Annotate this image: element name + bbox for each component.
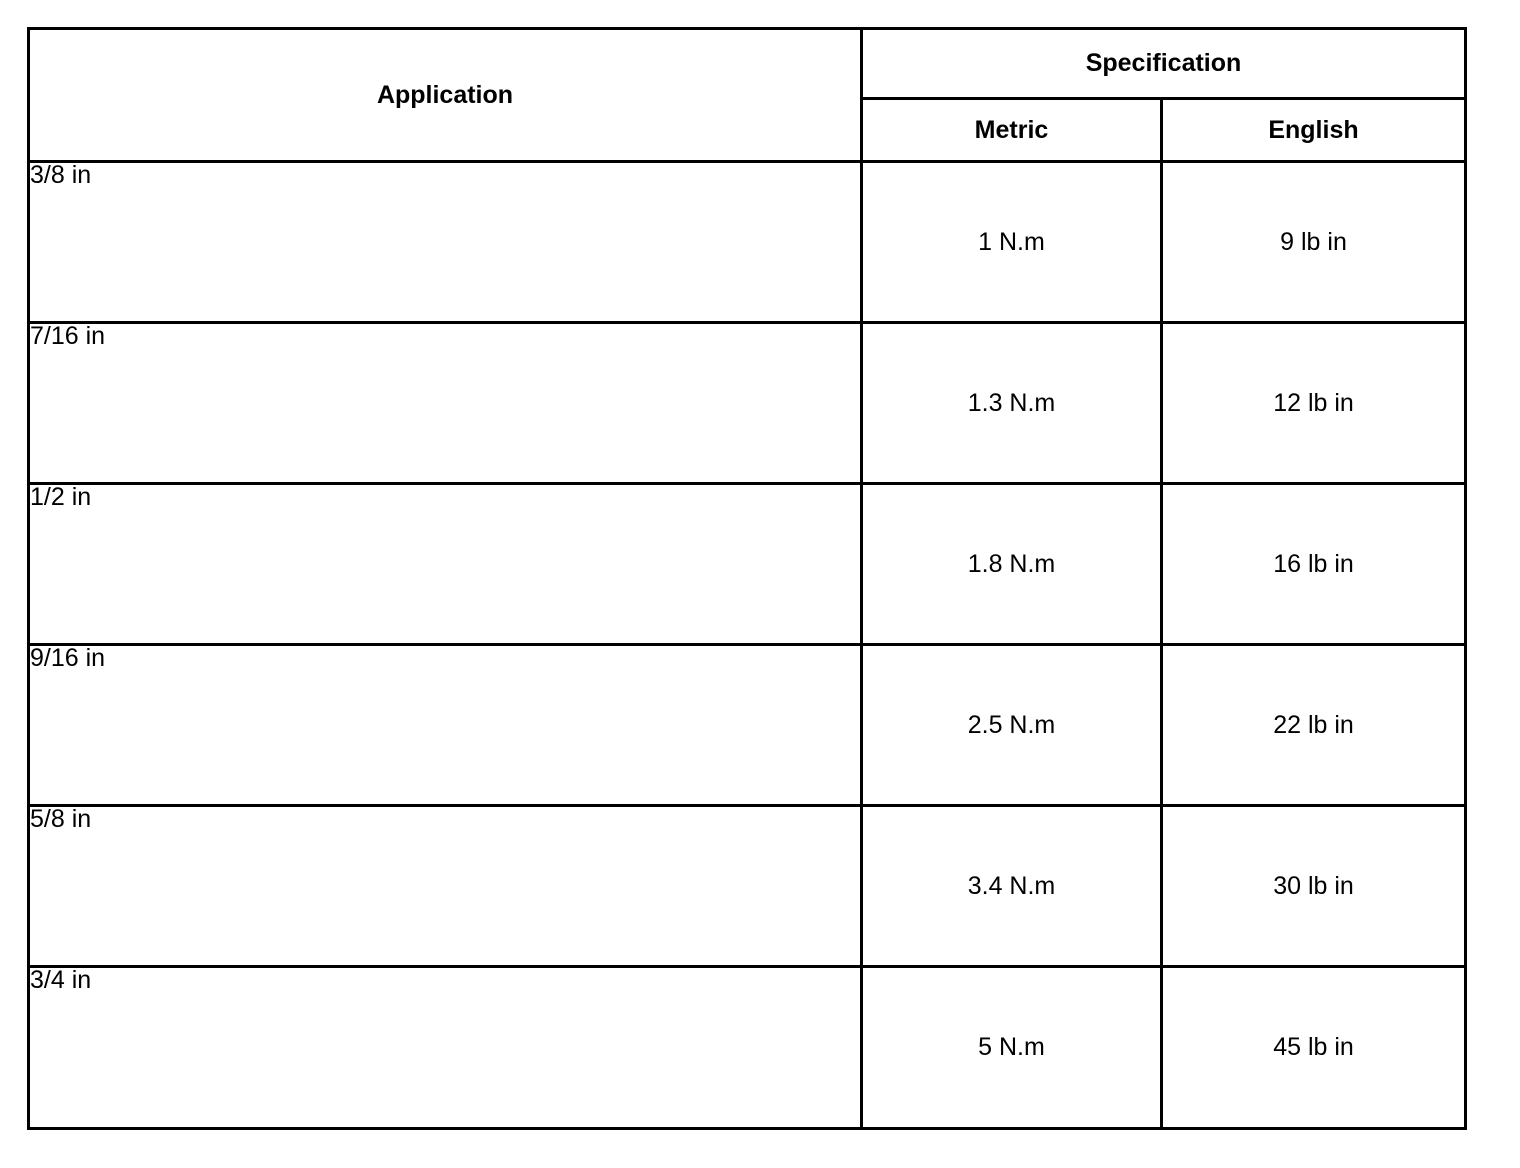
application-cell: 9/16 in xyxy=(29,645,862,806)
table-row xyxy=(29,484,1466,645)
table-row xyxy=(29,806,1466,967)
application-cell: 7/16 in xyxy=(29,323,862,484)
english-cell: 16 lb in xyxy=(1162,484,1466,645)
english-cell: 12 lb in xyxy=(1162,323,1466,484)
metric-cell: 5 N.m xyxy=(862,967,1162,1129)
table-row xyxy=(29,162,1466,323)
application-cell: 3/8 in xyxy=(29,162,862,323)
metric-cell: 2.5 N.m xyxy=(862,645,1162,806)
english-header: English xyxy=(1162,99,1466,162)
metric-cell: 1 N.m xyxy=(862,162,1162,323)
metric-header: Metric xyxy=(862,99,1162,162)
english-cell: 22 lb in xyxy=(1162,645,1466,806)
table-row xyxy=(29,967,1466,1129)
torque-spec-table xyxy=(27,27,1467,1130)
metric-cell: 1.3 N.m xyxy=(862,323,1162,484)
header-row-top xyxy=(29,29,1466,99)
metric-cell: 1.8 N.m xyxy=(862,484,1162,645)
metric-cell: 3.4 N.m xyxy=(862,806,1162,967)
specification-header: Specification xyxy=(862,29,1466,99)
english-cell: 9 lb in xyxy=(1162,162,1466,323)
application-header: Application xyxy=(29,29,862,162)
application-cell: 5/8 in xyxy=(29,806,862,967)
application-cell: 3/4 in xyxy=(29,967,862,1129)
english-cell: 30 lb in xyxy=(1162,806,1466,967)
table-row xyxy=(29,645,1466,806)
table-row xyxy=(29,323,1466,484)
application-cell: 1/2 in xyxy=(29,484,862,645)
english-cell: 45 lb in xyxy=(1162,967,1466,1129)
